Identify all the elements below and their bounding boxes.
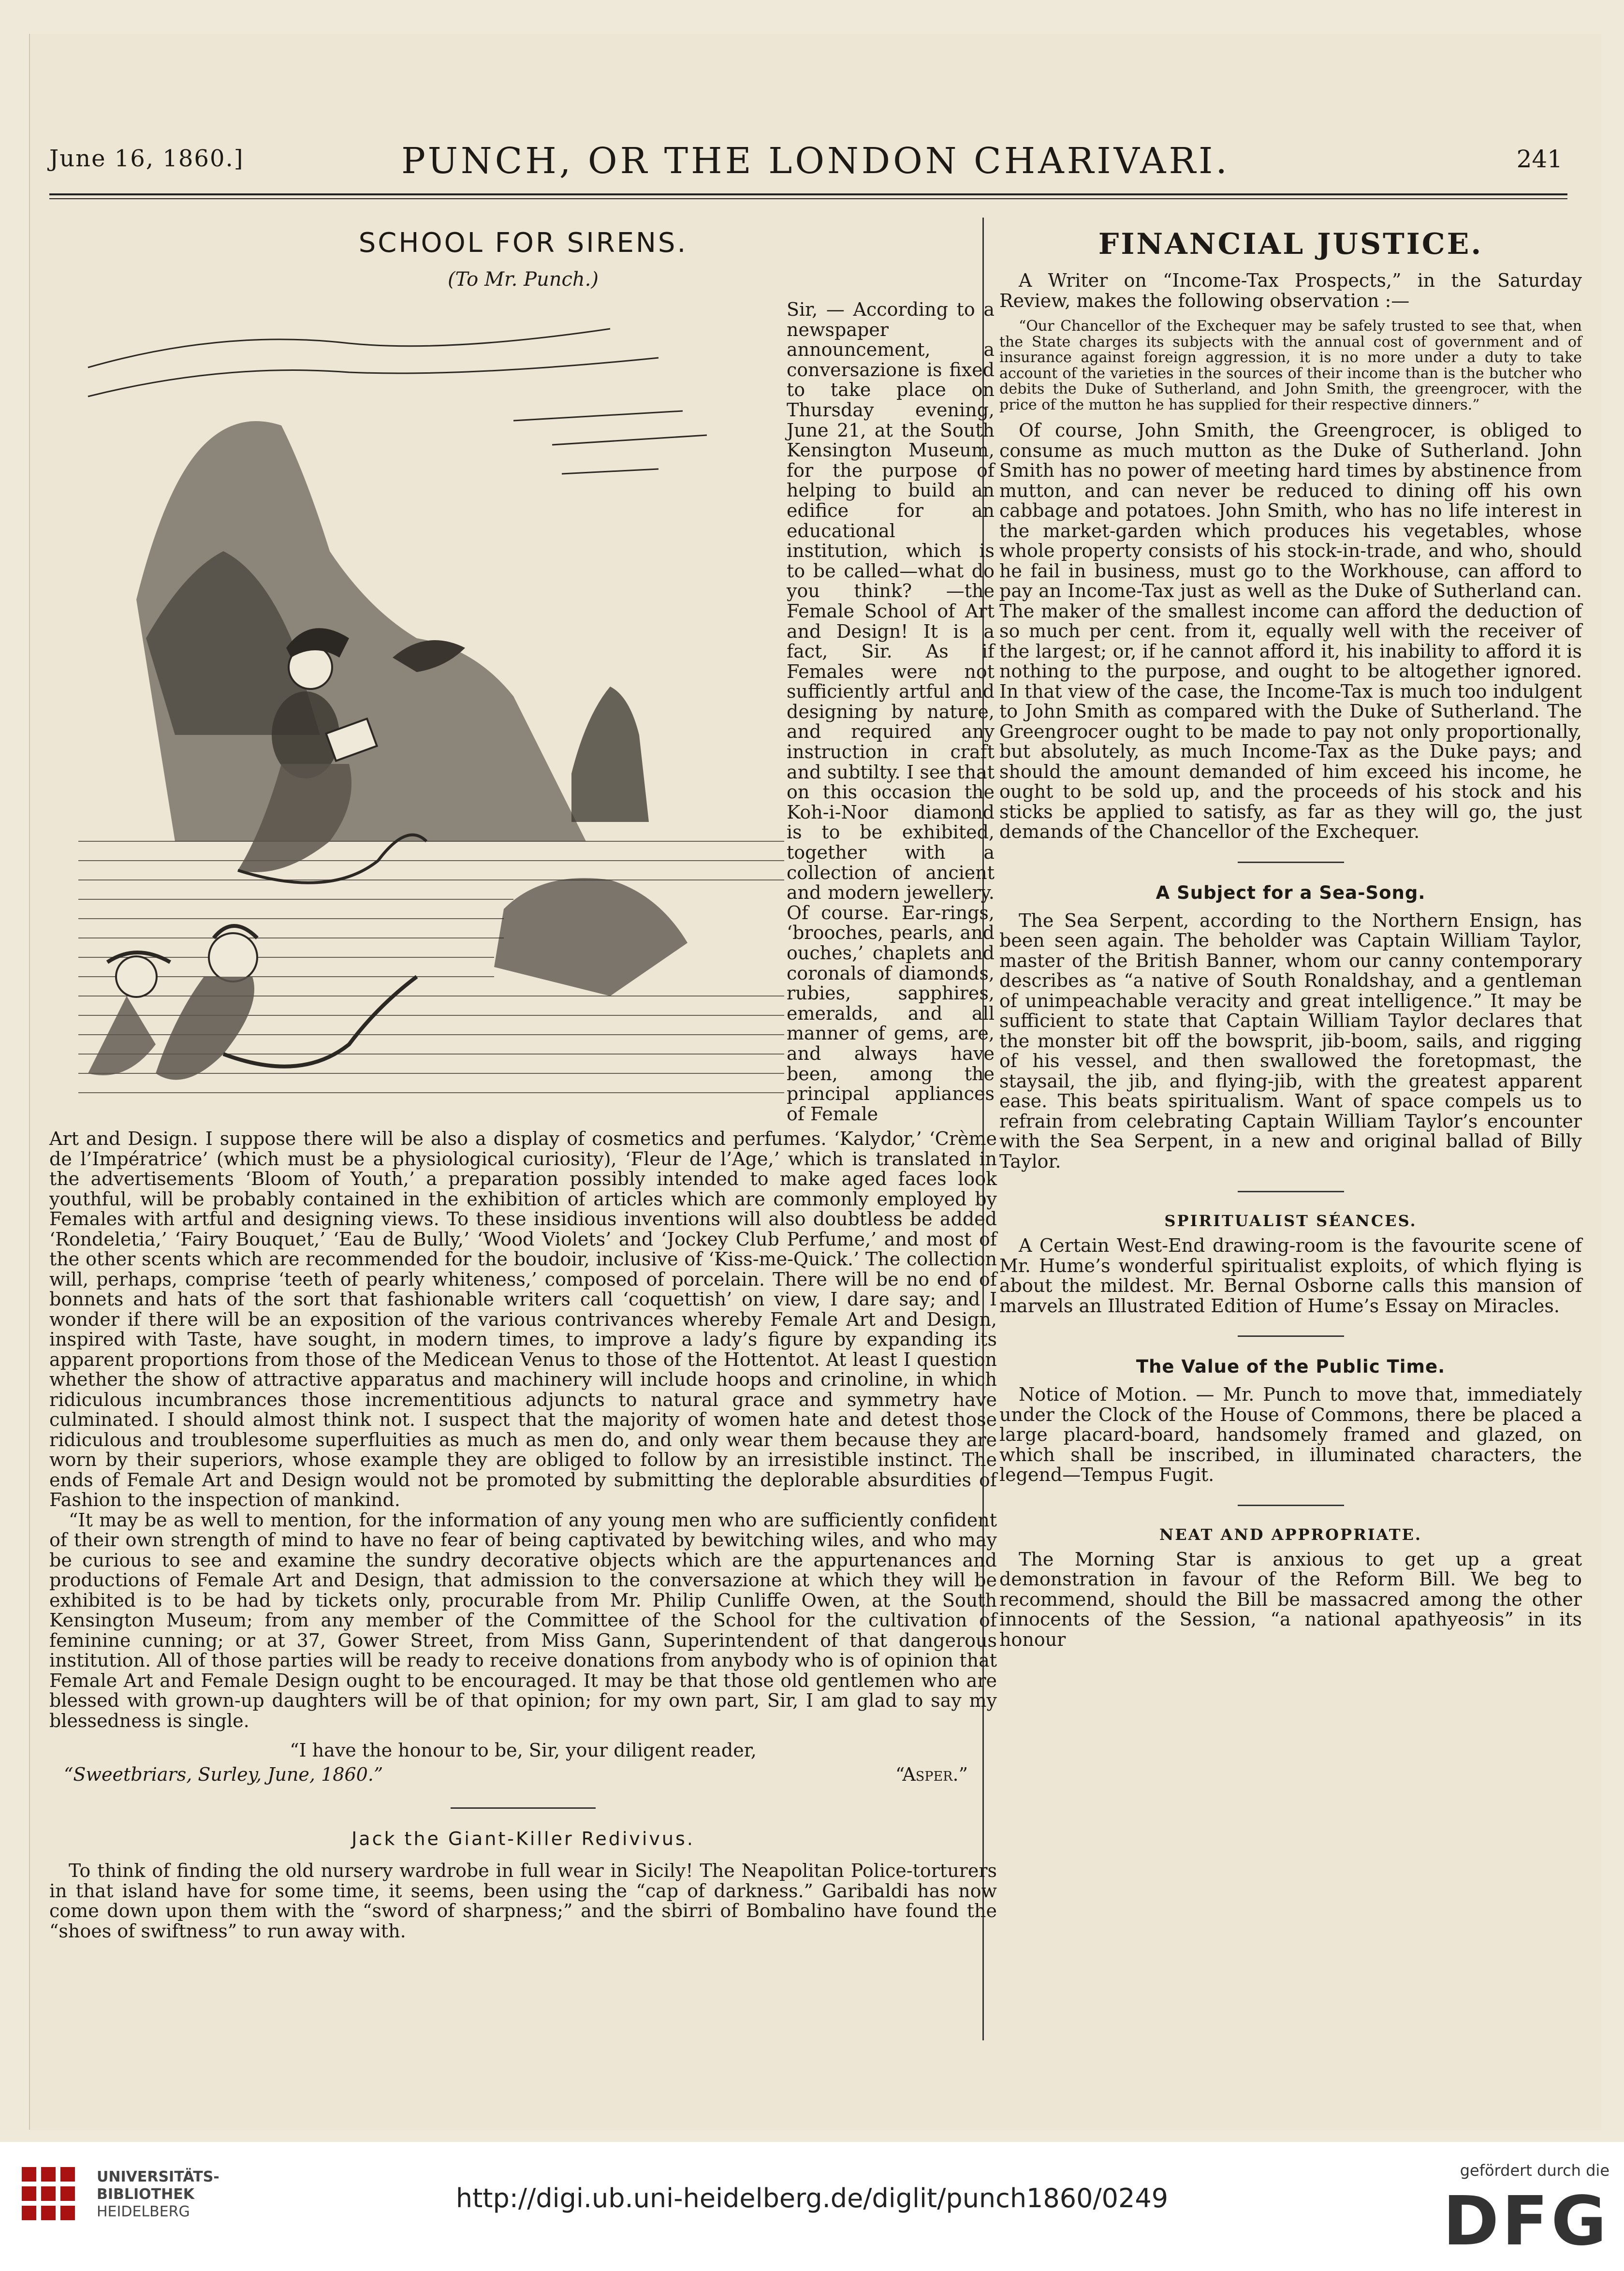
financial-intro: A Writer on “Income-Tax Prospects,” in the Saturday Review, makes the following observation :—: [999, 270, 1582, 311]
dfg-logo: DFG: [1443, 2182, 1609, 2261]
section-rule: [1238, 1505, 1344, 1506]
library-name-line: BIBLIOTHEK: [97, 2186, 194, 2203]
jack-title: Jack the Giant-Killer Redivivus.: [351, 1828, 695, 1849]
header-rule: [49, 193, 1567, 195]
page-number: 241: [1516, 145, 1563, 173]
left-column: [49, 218, 997, 1942]
header-rule-thin: [49, 198, 1567, 199]
library-footer: [0, 2142, 1624, 2271]
masthead-title: PUNCH, OR THE LONDON CHARIVARI.: [401, 140, 1230, 182]
financial-quote: “Our Chancellor of the Exchequer may be safely trusted to see that, when the State charges its subjects with the annual cost of government and of insurance against foreign aggression, it is no more under a duty to take account of the varieties in the sources of their income than is the butcher who debits the Duke of Sutherland, and John Smith, the greengrocer, with the price of the mutton he has supplied for their respective dinners.”: [999, 318, 1582, 413]
letter-body: [49, 1129, 997, 1941]
funding-note: gefördert durch die: [1460, 2161, 1609, 2180]
section-rule: [1238, 862, 1344, 863]
neat-appropriate-text: The Morning Star is anxious to get up a great demonstration in favour of the Reform Bill. We beg to recommend, should the Bill be massacred among the other innocents of the Session, “a national apathyeosis” in its honour: [999, 1548, 1582, 1650]
article-addressee: (To Mr. Punch.): [447, 268, 599, 291]
sea-song-title: A Subject for a Sea-Song.: [1156, 882, 1426, 903]
letter-signoff: [49, 1764, 997, 1788]
financial-body: Of course, John Smith, the Greengrocer, is obliged to consume as much mutton as the Duke of Sutherland. John Smith has no power of meeting hard times by abstinence from mutton, and can never be reduced to dining off his own cabbage and potatoes. John Smith, who has no life interest in the market-garden which produces his vegetables, whose whole property consists of his stock-in-trade, and who, should he fail in business, must go to the Workhouse, can afford to pay an Income-Tax just as well as the Duke of Sutherland can. The maker of the smallest income can afford the deduction of so much per cent. from it, equally well with the receiver of the largest; or, if he cannot afford it, his inability to afford it is nothing to the purpose, and ought to be altogether ignored. In that view of the case, the Income-Tax is much too indulgent to John Smith as compared with the Duke of Sutherland. The Greengrocer ought to be made to pay not only proportionally, but absolutely, as much Income-Tax as the Duke pays; and should the amount demanded of him exceed his income, he ought to be sold up, and the proceeds of his stock and his sticks be applied to satisfy, as far as they will go, the just demands of the Chancellor of the Exchequer.: [999, 420, 1582, 842]
financial-justice-title: FINANCIAL JUSTICE.: [1098, 227, 1483, 261]
newspaper-page: [29, 34, 1601, 2130]
permalink-url[interactable]: http://digi.ub.uni-heidelberg.de/diglit/punch1860/0249: [455, 2183, 1169, 2213]
sea-song-text: The Sea Serpent, according to the Northern Ensign, has been seen again. The beholder was Captain William Taylor, master of the British Banner, whom our canny contemporary describes as “a native of South Ronaldshay, and a gentleman of unimpeachable veracity and great intelligence.” It may be sufficient to state that Captain William Taylor declares that the monster bit off the bowsprit, jib-boom, sails, and rigging of his vessel, and then swallowed the foretopmast, the staysail, the jib, and flying-jib, with the greatest apparent ease. This beats spiritualism. Want of space compels us to refrain from celebrating Captain William Taylor’s encounter with the Sea Serpent, in a new and original ballad of Billy Taylor.: [999, 909, 1582, 1172]
library-name-line: UNIVERSITÄTS-: [97, 2168, 219, 2185]
library-name-line: HEIDELBERG: [97, 2203, 190, 2220]
public-time-title: The Value of the Public Time.: [1136, 1356, 1446, 1377]
letter-closing: “I have the honour to be, Sir, your diligent reader,: [290, 1740, 757, 1761]
section-rule: [1238, 1191, 1344, 1192]
spiritualist-text: A Certain West-End drawing-room is the favourite scene of Mr. Hume’s wonderful spiritualist exploits, of which flying is about the mildest. Mr. Bernal Osborne calls this mansion of marvels an Illustrated Edition of Hume’s Essay on Miracles.: [999, 1235, 1582, 1317]
letter-paragraph: Art and Design. I suppose there will be also a display of cosmetics and perfumes. ‘Kalydor,’ ‘Crème de l’Impératrice’ (which must be a physiological curiosity), ‘Fleur de l’Age,’ which is translated in the advertisements ‘Bloom of Youth,’ a preparation possibly intended to make aged faces look youthful, will be probably contained in the exhibition of articles which are commonly employed by Females with artful and designing views. To these insidious inventions will also doubtless be added ‘Rondeletia,’ ‘Fairy Bouquet,’ ‘Eau de Bully,’ ‘Wood Violets’ and ‘Jockey Club Perfume,’ and most of the other scents which are recommended for the boudoir, inclusive of ‘Kiss-me-Quick.’ The collection will, perhaps, comprise ‘teeth of pearly whiteness,’ composed of porcelain. There will be no end of bonnets and hats of the sort that fashionable writers call ‘coquettish’ on view, I dare say; and I wonder if there will be an exposition of the various contrivances whereby Female Art and Design, inspired with Taste, have sought, in modern times, to improve a lady’s figure by expanding its apparent proportions from those of the Medicean Venus to those of the Hottentot. At least I question whether the show of attractive apparatus and machinery will include hoops and crinoline, in which ridiculous incumbrances those incrementitious adjuncts to natural grace and symmetry have culminated. I should almost think not. I suspect that the majority of women hate and detest those ridiculous and troublesome superfluities as much as men do, and only wear them because they are worn by their superiors, whose example they are obliged to follow by an irresistible instinct. The ends of Female Art and Design would not be promoted by submitting the deplorable absurdities of Fashion to the inspection of mankind.: [49, 1128, 997, 1510]
letter-paragraph: “It may be as well to mention, for the information of any young men who are sufficiently confident of their own strength of mind to have no fear of being captivated by bewitching wiles, and who may be curious to see and examine the sundry decorative objects which are the appurtenances and productions of Female Art and Design, that admission to the conversazione at which they will be exhibited is to be had by tickets only, procurable from Mr. Philip Cunliffe Owen, at the South Kensington Museum; from any member of the Committee of the School for the cultivation of feminine cunning; or at 37, Gower Street, from Miss Gann, Superintendent of that dangerous institution. All of those parties will be ready to receive donations from anybody who is of opinion that Female Art and Female Design ought to be encouraged. It may be that those old gentlemen who are blessed with grown-up daughters will be of that opinion; for my own part, Sir, I am glad to say my blessedness is single.: [49, 1509, 997, 1731]
article-title: SCHOOL FOR SIRENS.: [358, 227, 688, 259]
page-header: [30, 121, 1601, 193]
siren-illustration: [78, 300, 784, 1127]
letter-signature: “Asper.”: [895, 1764, 968, 1785]
spiritualist-title: SPIRITUALIST SÉANCES.: [1164, 1212, 1417, 1230]
letter-opening: Sir, — According to a newspaper announcement, a conversazione is fixed to take place on Thursday evening, June 21, at the South Kensington Museum, for the purpose of helping to build an edifice for an educational institution, which is to be called—what do you think? —the Female School of Art and Design! It is a fact, Sir. As if Females were not sufficiently artful and designing by nature, and required any instruction in craft and subtilty. I see that on this occasion the Koh-i-Noor diamond is to be exhibited, together with a collection of ancient and modern jewellery. Of course. Ear-rings, ‘brooches, pearls, and ouches,’ chaplets and coronals of diamonds, rubies, sapphires, emeralds, and all manner of gems, are, and always have been, among the principal appliances of Female: [787, 299, 995, 1125]
jack-text: To think of finding the old nursery wardrobe in full wear in Sicily! The Neapolitan Police-torturers in that island have for some time, it seems, been using the “cap of darkness.” Garibaldi has now come down upon them with the “sword of sharpness;” and the sbirri of Bombalino have found the “shoes of swiftness” to run away with.: [49, 1860, 997, 1942]
section-rule: [1238, 1335, 1344, 1337]
issue-date: June 16, 1860.]: [49, 145, 244, 172]
section-rule: [451, 1807, 596, 1809]
letter-address: “Sweetbriars, Surley, June, 1860.”: [64, 1764, 383, 1785]
right-column: [999, 218, 1582, 1650]
public-time-text: Notice of Motion. — Mr. Punch to move that, immediately under the Clock of the House of Commons, there be placed a large placard-board, handsomely framed and glazed, on which shall be inscribed, in illuminated characters, the legend—Tempus Fugit.: [999, 1384, 1582, 1485]
neat-appropriate-title: NEAT AND APPROPRIATE.: [1159, 1525, 1422, 1544]
